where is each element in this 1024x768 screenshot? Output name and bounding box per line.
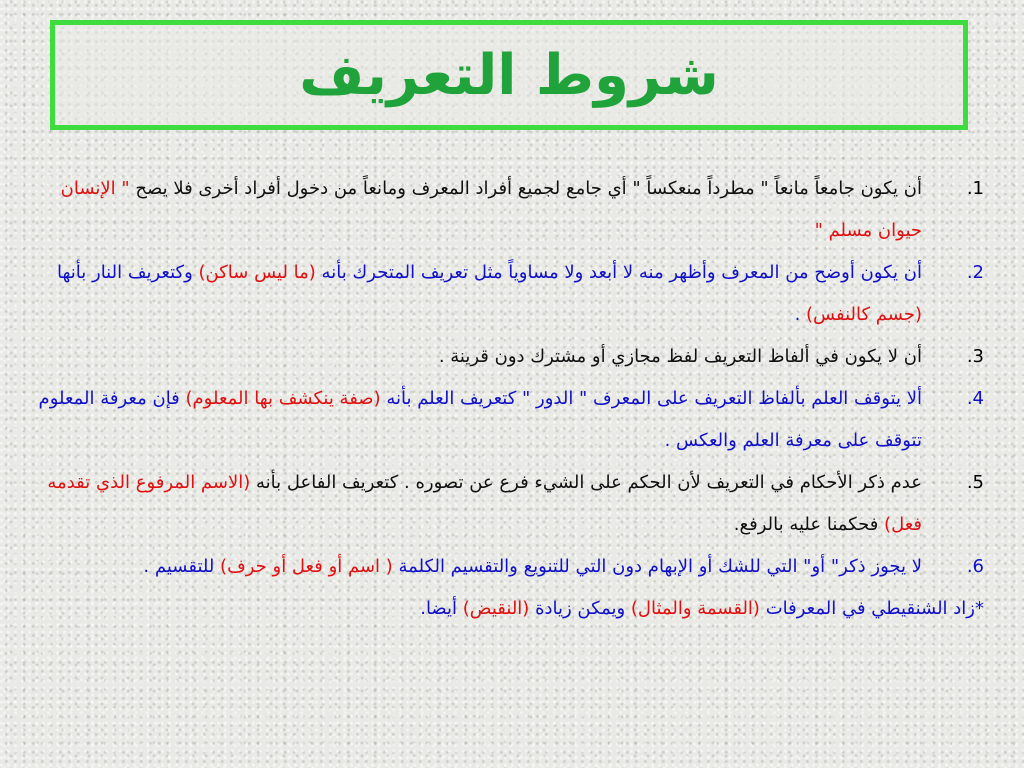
note-example: (النقيض) (462, 598, 530, 619)
item-example: (صفة ينكشف بها المعلوم) (185, 388, 381, 409)
list-item (22, 252, 984, 336)
item-text: ألا يتوقف العلم بألفاظ التعريف على المعرف " الدور " كتعريف العلم بأنه (380, 388, 922, 409)
content-area (22, 168, 984, 630)
conditions-list (22, 168, 984, 588)
note-text: أيضا. (420, 598, 463, 619)
item-text: للتقسيم . (143, 556, 221, 577)
list-item (22, 336, 984, 378)
note-example: (القسمة والمثال) (630, 598, 760, 619)
item-example: (جسم كالنفس) (806, 304, 922, 325)
item-number: 3. (966, 346, 984, 367)
item-example: (الاسم المرفوع الذي تقدمه فعل) (47, 472, 922, 535)
item-text: فحكمنا عليه بالرفع. (733, 514, 885, 535)
footnote (22, 588, 984, 630)
note-text: ويمكن زيادة (529, 598, 631, 619)
item-text: . (794, 304, 807, 325)
item-number: 2. (966, 262, 984, 283)
item-number: 5. (966, 472, 984, 493)
title-box (50, 20, 968, 130)
item-text: أن يكون أوضح من المعرف وأظهر منه لا أبعد ولا مساوياً مثل تعريف المتحرك بأنه (315, 262, 922, 283)
item-text: وكتعريف النار بأنها (57, 262, 199, 283)
slide-title: شروط التعريف (299, 42, 719, 108)
note-text: *زاد الشنقيطي في المعرفات (759, 598, 984, 619)
item-number: 4. (966, 388, 984, 409)
list-item (22, 168, 984, 252)
list-item (22, 462, 984, 546)
item-number: 1. (966, 178, 984, 199)
item-text: أن يكون جامعاً مانعاً " مطرداً منعكساً " أي جامع لجميع أفراد المعرف ومانعاً من دخول أفراد أخرى فلا يصح (129, 178, 922, 199)
item-text: فإن معرفة المعلوم تتوقف على معرفة العلم والعكس . (38, 388, 922, 451)
item-example: (ما ليس ساكن) (198, 262, 316, 283)
item-number: 6. (966, 556, 984, 577)
item-text: لا يجوز ذكر" أو" التي للشك أو الإبهام دون التي للتنويع والتقسيم الكلمة (392, 556, 922, 577)
item-example: ( اسم أو فعل أو حرف) (220, 556, 393, 577)
list-item (22, 546, 984, 588)
list-item (22, 378, 984, 462)
item-text: أن لا يكون في ألفاظ التعريف لفظ مجازي أو مشترك دون قرينة . (438, 346, 922, 367)
item-text: عدم ذكر الأحكام في التعريف لأن الحكم على الشيء فرع عن تصوره . كتعريف الفاعل بأنه (250, 472, 922, 493)
item-example: " الإنسان حيوان مسلم " (60, 178, 922, 241)
